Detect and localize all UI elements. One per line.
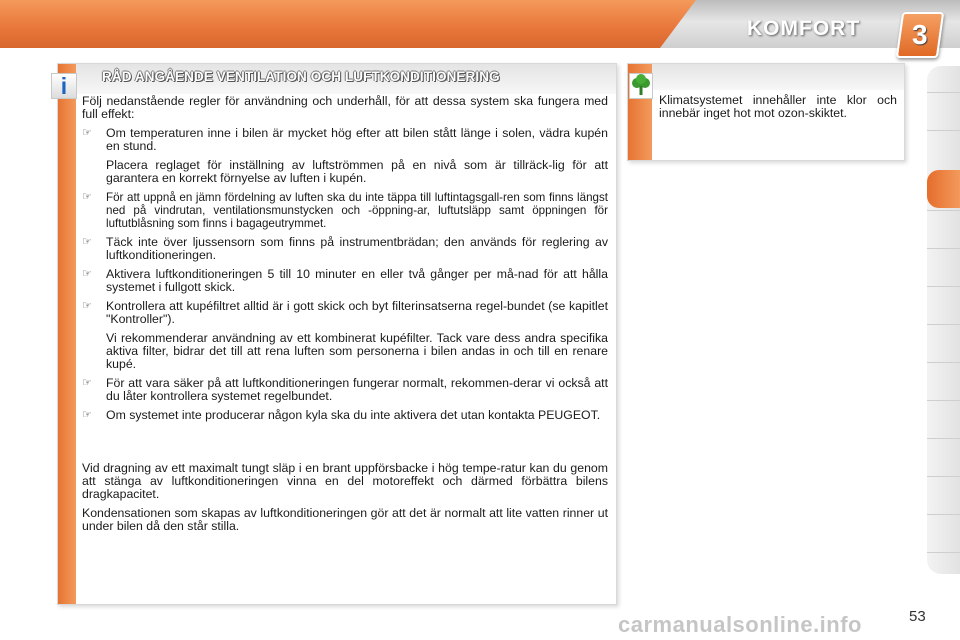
pointing-hand-icon: ☞ xyxy=(82,191,92,203)
environment-text: Klimatsystemet innehåller inte klor och innebär inget hot mot ozon-skiktet. xyxy=(659,93,897,120)
chapter-number: 3 xyxy=(912,19,928,50)
list-item-text: Kontrollera att kupéfiltret alltid är i gott skick och byt filterinsatserna regel-bundet (se kapitlet "Kontroller"). xyxy=(106,299,608,326)
side-tab-divider xyxy=(927,438,960,439)
side-tab-divider xyxy=(927,248,960,249)
tree-icon xyxy=(629,73,653,99)
side-tab-divider xyxy=(927,130,960,131)
list-item-text: Täck inte över ljussensorn som finns på instrumentbrädan; den används för reglering av luftkonditioneringen. xyxy=(106,235,608,262)
panel-body xyxy=(82,94,608,533)
pointing-hand-icon: ☞ xyxy=(82,236,92,248)
side-tab-divider xyxy=(927,92,960,93)
side-tab-active[interactable] xyxy=(927,170,960,208)
list-item-text: För att uppnå en jämn fördelning av luften ska du inte täppa till luftintagsgall-ren som finns längst ned på vindrutan, ventilationsmunstycken och -öppning-ar, luftutsläpp samt öppningen för luftutblåsning som finns i bagageutrymmet. xyxy=(106,191,608,230)
list-item xyxy=(82,236,608,262)
towing-paragraph: Vid dragning av ett maximalt tungt släp i en brant uppförsbacke i hög tempe-ratur kan du genom att stänga av luftkonditioneringen vinna en del motoreffekt och därmed förbättra bilens dragkapacitet. xyxy=(82,461,608,501)
chapter-side-tabs xyxy=(927,66,960,574)
chapter-number-badge xyxy=(896,12,944,58)
pointing-hand-icon: ☞ xyxy=(82,377,92,389)
page-number: 53 xyxy=(909,608,926,625)
list-item xyxy=(82,377,608,403)
intro-text: Följ nedanstående regler för användning och underhåll, för att dessa system ska fungera med full effekt: xyxy=(82,94,608,121)
side-tab-divider xyxy=(927,210,960,211)
list-item xyxy=(82,191,608,230)
side-tab-divider xyxy=(927,552,960,553)
panel-header xyxy=(652,64,904,90)
side-tab-divider xyxy=(927,476,960,477)
side-tab-divider xyxy=(927,362,960,363)
list-item xyxy=(82,409,608,422)
side-tab-divider xyxy=(927,324,960,325)
list-item-text: För att vara säker på att luftkonditioneringen fungerar normalt, rekommen-derar vi också att du låter kontrollera systemet regelbundet. xyxy=(106,376,608,403)
list-item-text: Aktivera luftkonditioneringen 5 till 10 minuter en eller två gånger per må-nad för att hålla systemet i fullgott skick. xyxy=(106,267,608,294)
pointing-hand-icon: ☞ xyxy=(82,300,92,312)
list-item-extra: Vi rekommenderar användning av ett kombinerat kupéfilter. Tack vare dess andra specifika aktiva filter, bidrar det till att rena luften som personerna i bilen andas in och till en renare kupé. xyxy=(106,331,608,371)
side-tab-divider xyxy=(927,286,960,287)
chapter-title: KOMFORT xyxy=(747,17,861,40)
panel-header xyxy=(76,64,616,94)
list-item xyxy=(82,268,608,294)
panel-title: RÅD ANGÅENDE VENTILATION OCH LUFTKONDITIONERING xyxy=(102,69,500,84)
list-item-text: Om systemet inte producerar någon kyla ska du inte aktivera det utan kontakta PEUGEOT. xyxy=(106,408,601,422)
pointing-hand-icon: ☞ xyxy=(82,127,92,139)
advice-list xyxy=(82,127,608,422)
list-item xyxy=(82,127,608,185)
closing-paragraphs xyxy=(82,462,608,539)
pointing-hand-icon: ☞ xyxy=(82,268,92,280)
list-item-text: Om temperaturen inne i bilen är mycket hög efter att bilen stått länge i solen, vädra kupén en stund. xyxy=(106,126,608,153)
list-item-extra: Placera reglaget för inställning av luftströmmen på en nivå som är tillräck-lig för att garantera en korrekt förnyelse av luften i kupén. xyxy=(106,158,608,185)
panel-accent-stripe xyxy=(58,64,76,604)
condensation-paragraph: Kondensationen som skapas av luftkonditioneringen gör att det är normalt att lite vatten rinner ut under bilen då den står stilla. xyxy=(82,506,608,533)
side-tab-divider xyxy=(927,514,960,515)
watermark: carmanualsonline.info xyxy=(618,612,862,637)
info-icon: i xyxy=(51,73,77,99)
list-item xyxy=(82,300,608,371)
pointing-hand-icon: ☞ xyxy=(82,409,92,421)
side-tab-divider xyxy=(927,400,960,401)
